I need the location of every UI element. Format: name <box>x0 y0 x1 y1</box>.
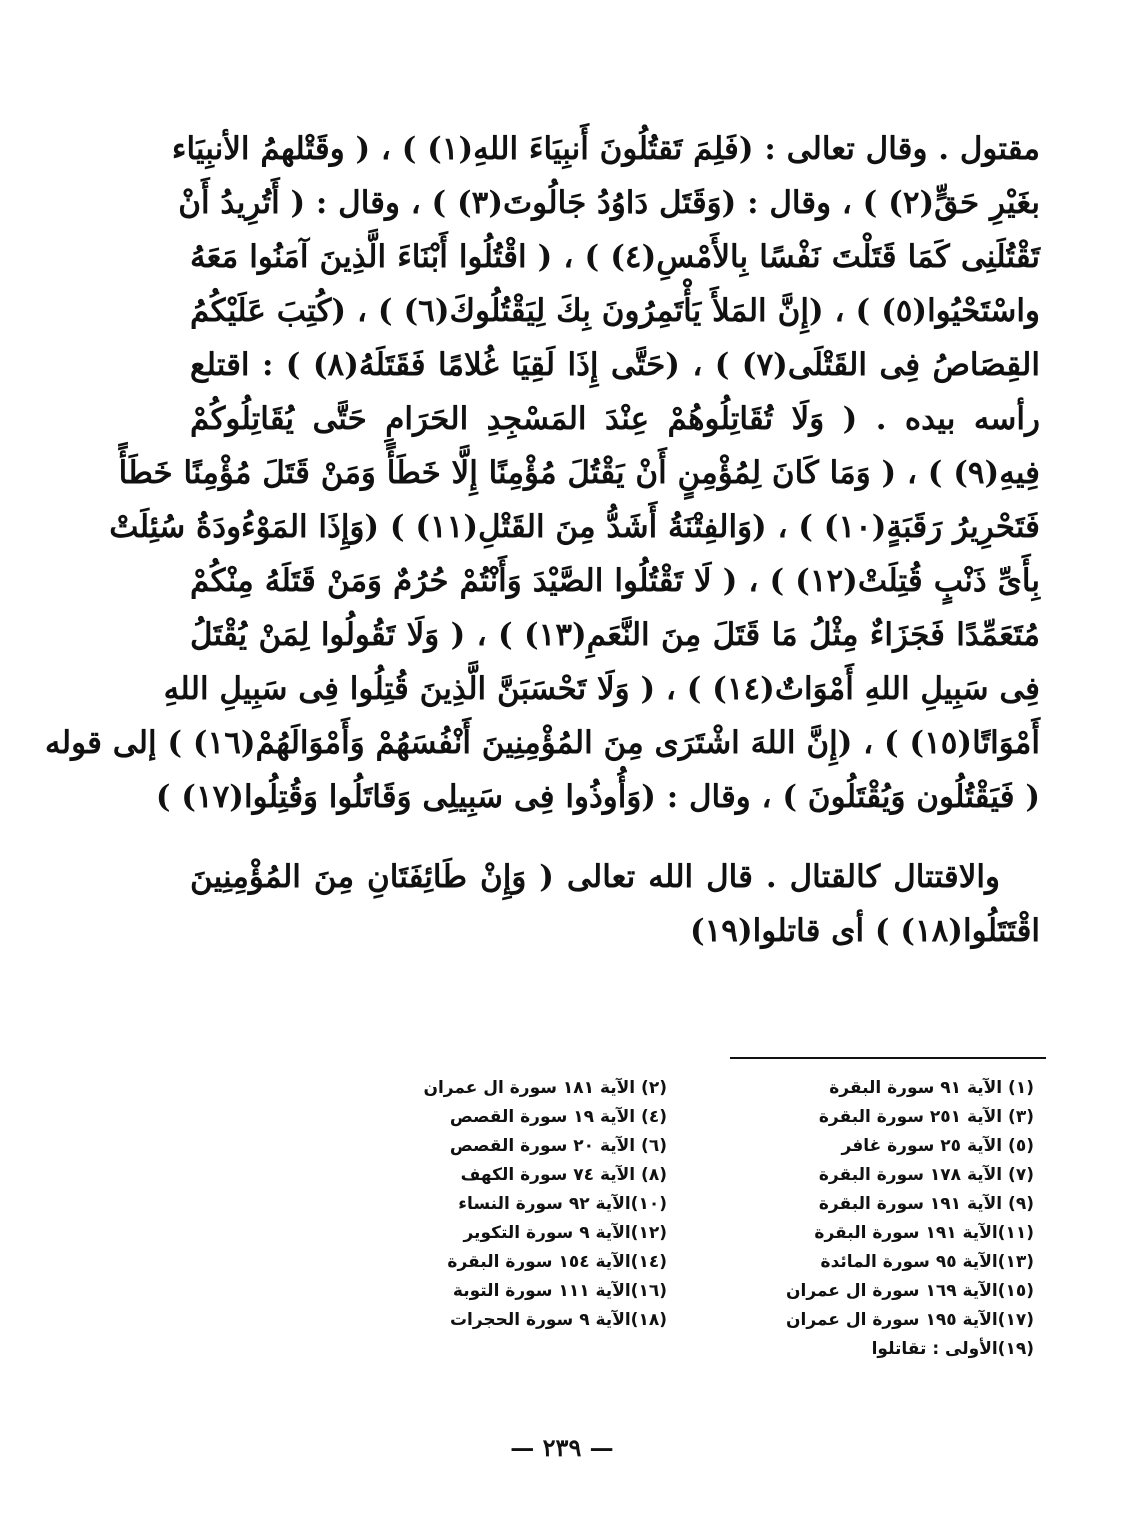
footnotes-right-column <box>667 1074 1040 1364</box>
text-line-11: فِى سَبِيلِ اللهِ أَمْوَاتٌ(١٤) ) ، ( وَلَا تَحْسَبَنَّ الَّذِينَ قُتِلُوا فِى سَبِيلِ اللهِ <box>163 671 1040 707</box>
text-line-15: اقْتَتَلُوا(١٨) ) أى قاتلوا(١٩) <box>689 913 1040 949</box>
footnote-3: (٣) الآية ٢٥١ سورة البقرة <box>818 1107 1034 1127</box>
footnote-18: (١٨)الآية ٩ سورة الحجرات <box>449 1310 667 1330</box>
text-line-7: فِيهِ(٩) ) ، ( وَمَا كَانَ لِمُؤْمِنٍ أَنْ يَقْتُلَ مُؤْمِنًا إِلَّا خَطَأً وَمَنْ قَتَلَ مُؤْمِنًا خَطَأً <box>118 455 1040 491</box>
footnote-17: (١٧)الآية ١٩٥ سورة ال عمران <box>785 1310 1034 1330</box>
paragraph-gap <box>190 824 1040 850</box>
text-line-6: رأسه بيده . ( وَلَا تُقَاتِلُوهُمْ عِنْدَ المَسْجِدِ الحَرَامِ حَتَّى يُقَاتِلُوكُمْ <box>190 401 1040 437</box>
footnote-2: (٢) الآية ١٨١ سورة ال عمران <box>423 1078 667 1098</box>
text-line-9: بِأَىِّ ذَنْبٍ قُتِلَتْ(١٢) ) ، ( لَا تَقْتُلُوا الصَّيْدَ وَأَنْتُمْ حُرُمٌ وَمَنْ قَتَلَهُ مِنْكُمْ <box>190 563 1041 599</box>
page-number: — ٢٣٩ — <box>510 1433 614 1462</box>
text-line-5: القِصَاصُ فِى القَتْلَى(٧) ) ، (حَتَّى إِذَا لَقِيَا غُلامًا فَقَتَلَهُ(٨) ) : اقتلع <box>190 347 1040 383</box>
footnote-7: (٧) الآية ١٧٨ سورة البقرة <box>818 1165 1034 1185</box>
footnote-10: (١٠)الآية ٩٢ سورة النساء <box>458 1194 667 1214</box>
text-line-12: أَمْوَاتًا(١٥) ) ، (إِنَّ اللهَ اشْتَرَى مِنَ المُؤْمِنِينَ أَنْفُسَهُمْ وَأَمْوَالَهُمْ(١٦) ) إلى قوله <box>45 725 1040 761</box>
footnote-14: (١٤)الآية ١٥٤ سورة البقرة <box>447 1252 667 1272</box>
text-line-13: ( فَيَقْتُلُون وَيُقْتَلُونَ ) ، وقال : (وَأُوذُوا فِى سَبِيلِى وَقَاتَلُوا وَقُتِلُوا(١٧) ) <box>155 779 1040 815</box>
footnotes <box>300 1074 1040 1364</box>
text-line-8: فَتَحْرِيرُ رَقَبَةٍ(١٠) ) ، (وَالفِتْنَةُ أَشَدُّ مِنَ القَتْلِ(١١) ) (وَإِذَا المَوْءُودَةُ سُئِلَتْ <box>109 509 1040 545</box>
footnote-12: (١٢)الآية ٩ سورة التكوير <box>463 1223 667 1243</box>
text-line-2: بغَيْرِ حَقٍّ(٢) ) ، وقال : (وَقَتَل دَاوُدُ جَالُوتَ(٣) ) ، وقال : ( أَتُرِيدُ أَنْ <box>178 185 1040 221</box>
footnote-4: (٤) الآية ١٩ سورة القصص <box>449 1107 667 1127</box>
footnote-15: (١٥)الآية ١٦٩ سورة ال عمران <box>785 1281 1034 1301</box>
footnote-1: (١) الآية ٩١ سورة البقرة <box>829 1078 1034 1098</box>
text-line-10: مُتَعَمِّدًا فَجَزَاءٌ مِثْلُ مَا قَتَلَ مِنَ النَّعَمِ(١٣) ) ، ( وَلَا تَقُولُوا لِمَنْ يُقْتَلُ <box>190 617 1040 653</box>
footnotes-left-column <box>300 1074 667 1364</box>
footnote-11: (١١)الآية ١٩١ سورة البقرة <box>814 1223 1034 1243</box>
text-line-4: واسْتَحْيُوا(٥) ) ، (إِنَّ المَلأَ يَأْتَمِرُونَ بِكَ لِيَقْتُلُوكَ(٦) ) ، (كُتِبَ عَلَيْكُمُ <box>190 293 1040 329</box>
footnote-8: (٨) الآية ٧٤ سورة الكهف <box>460 1165 667 1185</box>
text-line-1: مقتول . وقال تعالى : (فَلِمَ تَقتُلُونَ أَنبِيَاءَ اللهِ(١) ) ، ( وقَتْلهمُ الأنبِيَاء <box>171 131 1040 167</box>
footnote-5: (٥) الآية ٢٥ سورة غافر <box>841 1136 1034 1156</box>
text-line-3: تَقْتُلَنِى كَمَا قَتَلْتَ نَفْسًا بِالأَمْسِ(٤) ) ، ( اقْتُلُوا أَبْنَاءَ الَّذِينَ آمَنُوا مَعَهُ <box>190 239 1040 275</box>
footnote-13: (١٣)الآية ٩٥ سورة المائدة <box>820 1252 1034 1272</box>
footnote-16: (١٦)الآية ١١١ سورة التوبة <box>452 1281 667 1301</box>
footnote-9: (٩) الآية ١٩١ سورة البقرة <box>818 1194 1034 1214</box>
footnote-divider <box>730 1057 1046 1059</box>
footnote-19: (١٩)الأولى : تقاتلوا <box>871 1339 1034 1359</box>
text-line-14: والاقتتال كالقتال . قال الله تعالى ( وَإِنْ طَائِفَتَانِ مِنَ المُؤْمِنِينَ <box>190 859 1000 895</box>
footnote-6: (٦) الآية ٢٠ سورة القصص <box>449 1136 667 1156</box>
body-text <box>45 122 1041 958</box>
